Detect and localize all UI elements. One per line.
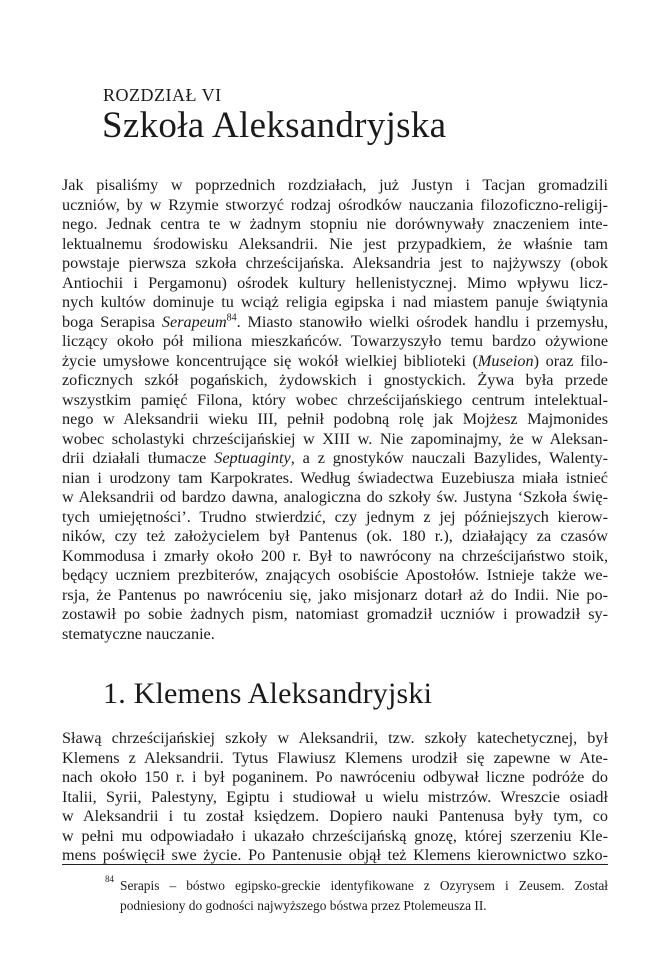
text-line: Italii, Syrii, Palestyny, Egiptu i studiował u wielu mistrzów. Wreszcie osiadł — [62, 787, 608, 806]
text-line: będący uczniem prezbiterów, znających osobiście Apostołów. Istnieje także we- — [62, 566, 608, 584]
text-line: rsja, że Pantenus po nawróceniu się, jako misjonarz dotarł aż do Indii. Nie po- — [62, 585, 608, 604]
text-line: lektualnemu środowisku Aleksandrii. Nie jest przypadkiem, że właśnie tam — [62, 234, 608, 253]
text-line: ników, czy też założycielem był Pantenus (ok. 180 r.), działający za czasów — [62, 527, 608, 545]
section-title: 1. Klemens Aleksandryjski — [103, 677, 433, 710]
text-line: nego w Aleksandrii wieku III, pełnił podobną rolę jak Mojżesz Majmonides — [62, 410, 608, 428]
text-line: powstaje pierwsza szkoła chrześcijańska. Aleksandria jest to najżywszy (obok — [62, 254, 608, 272]
italic-term: Septuaginty — [214, 449, 291, 467]
text-line: drii działali tłumacze Septuaginty, a z gnostyków nauczali Bazylides, Walenty- — [62, 449, 608, 467]
text-line: stematyczne nauczanie. — [62, 624, 215, 643]
italic-term: Serapeum — [161, 312, 227, 331]
footnote — [105, 876, 608, 915]
text-line: nian i urodzony tam Karpokrates. Według świadectwa Euzebiusza miała istnieć — [62, 468, 608, 487]
text-line: Jak pisaliśmy w poprzednich rozdziałach, już Justyn i Tacjan gromadzili — [62, 176, 608, 194]
footnote-line: podniesiony do godności najwyższego bóstwa przez Ptolemeusza II. — [120, 897, 487, 913]
chapter-title: Szkoła Aleksandryjska — [102, 105, 447, 146]
text-line: wszystkim pamięć Filona, który wobec chrześcijańskiego centrum intelektual- — [62, 390, 608, 409]
text-line: Klemens z Aleksandrii. Tytus Flawiusz Klemens urodził się zapewne w Ate- — [62, 748, 608, 767]
text-line: tych umiejętności’. Trudno stwierdzić, czy jednym z jej późniejszych kierow- — [62, 507, 608, 526]
text-line: nego. Jednak centra te w żadnym stopniu nie dorównywały znaczeniem inte- — [62, 215, 608, 233]
text-line: Sławą chrześcijańskiej szkoły w Aleksandrii, tzw. szkoły katechetycznej, był — [62, 729, 608, 747]
text-line: boga Serapisa Serapeum$^{84}$. Miasto stanowiło wielki ośrodek handlu i przemysłu, — [62, 312, 608, 331]
footnote-line: Serapis – bóstwo egipsko-greckie identyfikowane z Ozyrysem i Zeusem. Został — [120, 878, 608, 893]
text-line: uczniów, by w Rzymie stworzyć rodzaj ośrodków nauczania filozoficzno-religij- — [62, 195, 608, 214]
text-line: liczący około pół miliona mieszkańców. Towarzyszyło temu bardzo ożywione — [62, 332, 608, 350]
paragraph-2 — [62, 729, 608, 866]
chapter-label: ROZDZIAŁ VI — [103, 85, 222, 105]
italic-term: Museion — [477, 351, 534, 370]
text-line: w Aleksandrii od bardzo dawna, analogiczna do szkoły św. Justyna ‘Szkoła świę- — [62, 488, 608, 506]
footnote-divider — [62, 864, 608, 865]
text-line: w Aleksandrii i tu został księdzem. Dopiero nauki Pantenusa były tym, co — [62, 807, 608, 825]
text-line: nych kultów dominuje tu wciąż religia egipska i nad miastem panuje świątynia — [62, 293, 608, 311]
text-line: zoficznych szkół pogańskich, żydowskich i gnostyckich. Żywa była przede — [62, 371, 608, 389]
footnote-ref[interactable]: 84 — [226, 312, 237, 324]
text-line: wobec scholastyki chrześcijańskiej w XIII w. Nie zapominajmy, że w Aleksan- — [62, 429, 608, 448]
paragraph-1 — [62, 176, 608, 644]
text-line: zostawił po sobie żadnych pism, natomiast gromadził uczniów i prowadził sy- — [62, 605, 608, 623]
text-line: w pełni mu odpowiadało i ukazało chrześcijańską gnozę, której szerzeniu Kle- — [62, 826, 608, 845]
text-line: nach około 150 r. i był poganinem. Po nawróceniu odbywał liczne podróże do — [62, 768, 608, 786]
text-line: Kommodusa i zmarły około 200 r. Był to nawrócony na chrześcijaństwo stoik, — [62, 546, 608, 565]
text-line: Antiochii i Pergamonu) ośrodek kultury hellenistycznej. Mimo wpływu licz- — [62, 273, 608, 292]
text-line: życie umysłowe koncentrujące się wokół wielkiej biblioteki (Museion) oraz filo- — [62, 351, 608, 370]
footnote-number: 84 — [105, 874, 114, 884]
text-line: mens poświęcił swe życie. Po Pantenusie objął też Klemens kierownictwo szko- — [62, 846, 608, 864]
